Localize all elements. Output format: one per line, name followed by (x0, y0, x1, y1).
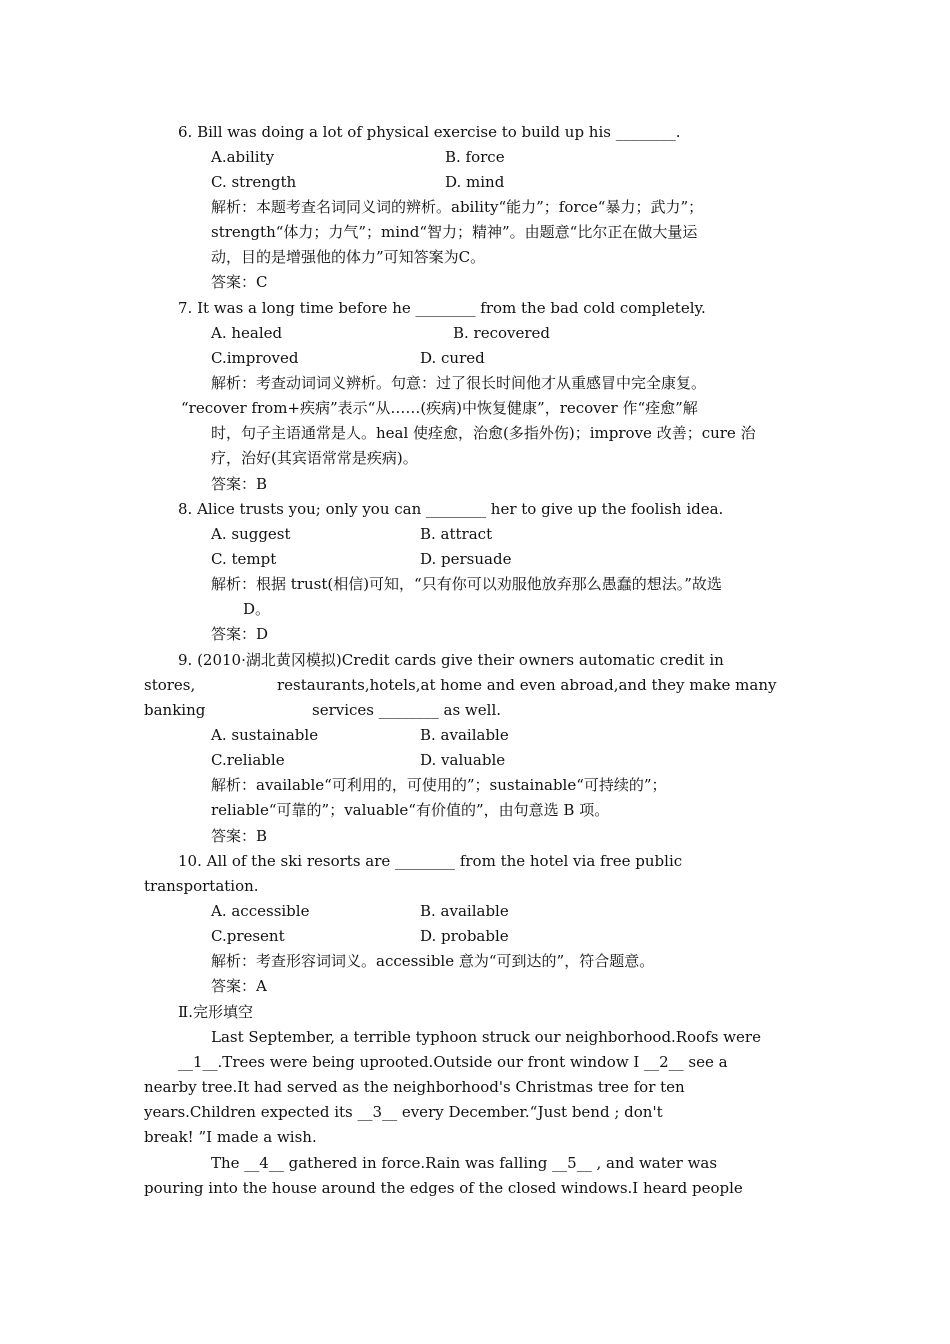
question-7-option-d: D. cured (420, 349, 485, 367)
question-9-stem-line: 9. (2010·湖北黄冈模拟)Credit cards give their owners automatic credit in (178, 651, 724, 669)
question-10-stem-line: 10. All of the ski resorts are ________ from the hotel via free public (178, 852, 683, 870)
question-10-option-b: B. available (420, 902, 509, 920)
question-7-option-b: B. recovered (453, 324, 551, 342)
question-8-analysis-line: 解析：根据 trust(相信)可知，“只有你可以劝服他放弃那么愚蠢的想法。”故选 (211, 575, 722, 593)
question-8-stem: 8. Alice trusts you; only you can ________ her to give up the foolish idea. (178, 500, 724, 518)
question-7-analysis-line: 时，句子主语通常是人。heal 使痊愈，治愈(多指外伤)；improve 改善；cure 治 (211, 424, 756, 442)
question-10-analysis-line: 解析：考查形容词词义。accessible 意为“可到达的”，符合题意。 (211, 952, 655, 970)
question-9-option-b: B. available (420, 726, 509, 744)
question-6-option-a: A.ability (211, 148, 275, 166)
question-6-option-c: C. strength (211, 173, 297, 191)
question-10-stem-line: transportation. (144, 877, 259, 895)
question-9-stem-line: stores, (144, 676, 196, 694)
question-6-answer: 答案：C (211, 273, 268, 291)
question-9-option-c: C.reliable (211, 751, 285, 769)
question-10-answer: 答案：A (211, 977, 267, 995)
question-6-analysis-line: 动，目的是增强他的体力”可知答案为C。 (211, 248, 486, 266)
question-9-stem-line: services ________ as well. (312, 701, 502, 719)
question-6-option-b: B. force (445, 148, 505, 166)
section-heading: Ⅱ.完形填空 (178, 1003, 253, 1021)
question-6-analysis-line: 解析：本题考查名词同义词的辨析。ability“能力”；force“暴力；武力”； (211, 198, 704, 216)
question-6-stem: 6. Bill was doing a lot of physical exercise to build up his ________. (178, 123, 681, 141)
passage-line: nearby tree.It had served as the neighborhood's Christmas tree for ten (144, 1078, 685, 1096)
question-7-analysis-line: 疗，治好(其宾语常常是疾病)。 (211, 449, 418, 467)
question-7-stem: 7. It was a long time before he ________ from the bad cold completely. (178, 299, 706, 317)
question-8-analysis-line: D。 (243, 600, 271, 618)
question-7-analysis-line: 解析：考查动词词义辨析。句意：过了很长时间他才从重感冒中完全康复。 (211, 374, 707, 392)
question-9-stem-line: banking (144, 701, 206, 719)
question-7-analysis-line: “recover from+疾病”表示“从……(疾病)中恢复健康”，recover 作“痊愈”解 (181, 399, 698, 417)
question-6-analysis-line: strength“体力；力气”；mind“智力；精神”。由题意“比尔正在做大量运 (211, 223, 698, 241)
question-10-option-c: C.present (211, 927, 285, 945)
question-10-option-d: D. probable (420, 927, 509, 945)
question-9-answer: 答案：B (211, 827, 268, 845)
question-7-option-a: A. healed (211, 324, 283, 342)
question-8-option-d: D. persuade (420, 550, 512, 568)
passage-line: years.Children expected its __3__ every December.“Just bend ; don't (144, 1103, 663, 1121)
passage-line: Last September, a terrible typhoon struck our neighborhood.Roofs were (211, 1028, 761, 1046)
question-8-option-a: A. suggest (211, 525, 291, 543)
passage-line: __1__.Trees were being uprooted.Outside our front window I __2__ see a (178, 1053, 728, 1071)
question-8-option-b: B. attract (420, 525, 493, 543)
question-8-answer: 答案：D (211, 625, 269, 643)
question-9-analysis-line: reliable“可靠的”；valuable“有价值的”，由句意选 B 项。 (211, 801, 610, 819)
question-9-option-d: D. valuable (420, 751, 506, 769)
question-9-option-a: A. sustainable (211, 726, 319, 744)
passage-line: The __4__ gathered in force.Rain was falling __5__ , and water was (211, 1154, 718, 1172)
question-9-stem-line: restaurants,hotels,at home and even abroad,and they make many (277, 676, 777, 694)
question-8-option-c: C. tempt (211, 550, 277, 568)
question-10-option-a: A. accessible (211, 902, 310, 920)
passage-line: pouring into the house around the edges of the closed windows.I heard people (144, 1179, 743, 1197)
question-9-analysis-line: 解析：available“可利用的，可使用的”；sustainable“可持续的”； (211, 776, 667, 794)
question-6-option-d: D. mind (445, 173, 505, 191)
passage-line: break! ”I made a wish. (144, 1128, 317, 1146)
question-7-answer: 答案：B (211, 475, 268, 493)
question-7-option-c: C.improved (211, 349, 299, 367)
